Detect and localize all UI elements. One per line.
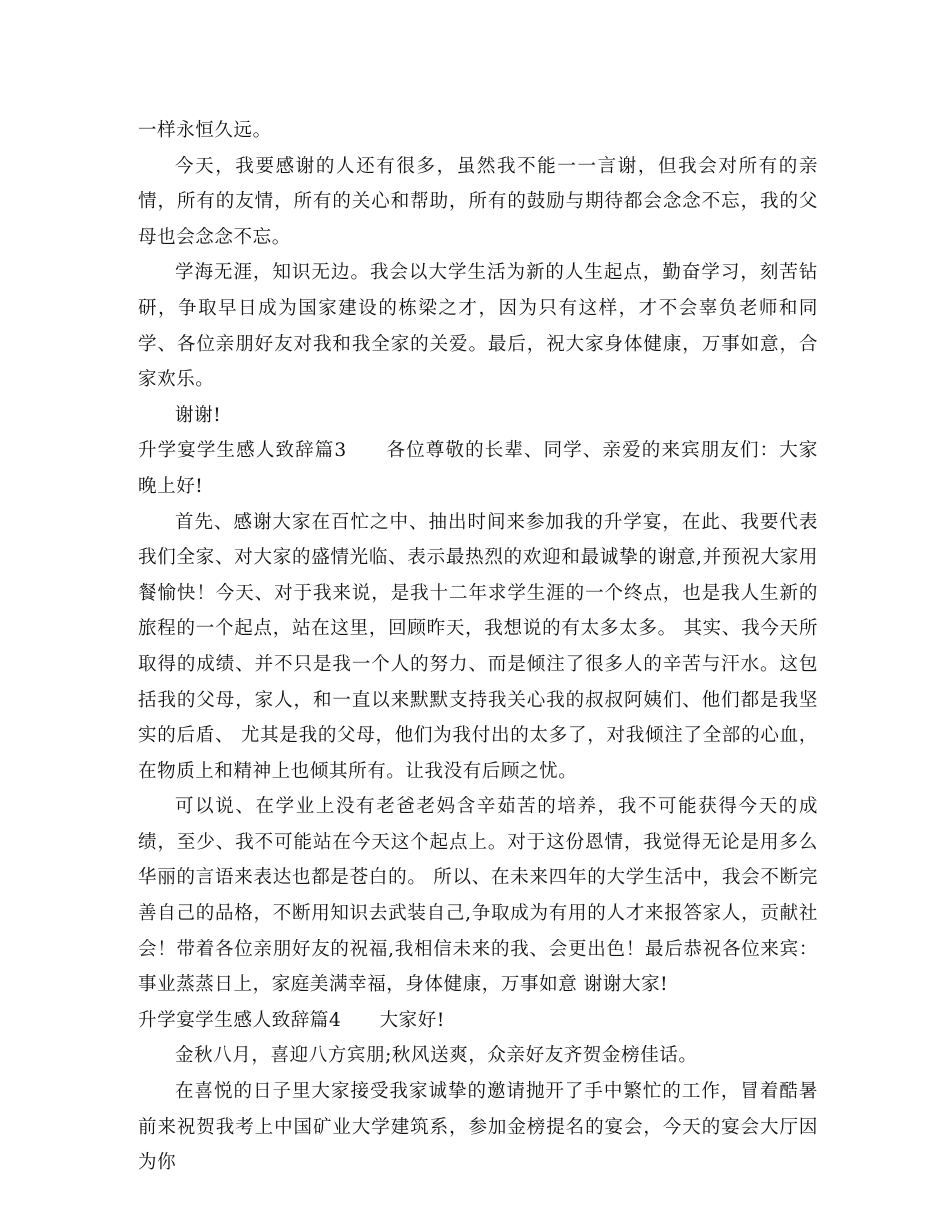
paragraph-thanks-many: 今天，我要感谢的人还有很多，虽然我不能一一言谢，但我会对所有的亲情，所有的友情，所有的关心和帮助，所有的鼓励与期待都会念念不忘，我的父母也会念念不忘。 bbox=[138, 155, 818, 248]
paragraph-autumn-greeting: 金秋八月，喜迎八方宾朋;秋风送爽，众亲好友齐贺金榜佳话。 bbox=[175, 1045, 698, 1067]
paragraph-closing-fragment: 一样永恒久远。 bbox=[138, 120, 272, 141]
document-body bbox=[138, 113, 818, 1181]
paragraph-banquet-invitation: 在喜悦的日子里大家接受我家诚挚的邀请抛开了手中繁忙的工作，冒着酷暑前来祝贺我考上中国矿业大学建筑系，参加金榜提名的宴会，今天的宴会大厅因为你 bbox=[138, 1081, 818, 1174]
paragraph-thank-you: 谢谢! bbox=[175, 404, 222, 426]
section-heading-3: 升学宴学生感人致辞篇3 各位尊敬的长辈、同学、亲爱的来宾朋友们：大家晚上好! bbox=[138, 440, 818, 497]
paragraph-study-pledge: 学海无涯，知识无边。我会以大学生活为新的人生起点，勤奋学习，刻苦钻研，争取早日成为国家建设的栋梁之才，因为只有这样，才不会辜负老师和同学、各位亲朋好友对我和我全家的关爱。最后，祝大家身体健康，万事如意，合家欢乐。 bbox=[138, 262, 818, 391]
paragraph-gratitude-parents: 可以说、在学业上没有老爸老妈含辛茹苦的培养，我不可能获得今天的成绩，至少、我不可能站在今天这个起点上。对于这份恩情，我觉得无论是用多么华丽的言语来表达也都是苍白的。 所以、在未来四年的大学生活中，我会不断完善自己的品格，不断用知识去武装自己,争取成为有用的人才来报答家人，贡献社会！带着各位亲朋好友的祝福,我相信未来的我、会更出色！最后恭祝各位来宾： 事业蒸蒸日上，家庭美满幸福，身体健康，万事如意 谢谢大家! bbox=[138, 796, 818, 996]
paragraph-welcome-thanks: 首先、感谢大家在百忙之中、抽出时间来参加我的升学宴，在此、我要代表我们全家、对大家的盛情光临、表示最热烈的欢迎和最诚挚的谢意,并预祝大家用餐愉快！今天、对于我来说，是我十二年求学生涯的一个终点，也是我人生新的旅程的一个起点，站在这里，回顾昨天，我想说的有太多太多。 其实、我今天所取得的成绩、并不只是我一个人的努力、而是倾注了很多人的辛苦与汗水。这包括我的父母，家人，和一直以来默默支持我关心我的叔叔阿姨们、他们都是我坚实的后盾、 尤其是我的父母，他们为我付出的太多了，对我倾注了全部的心血，在物质上和精神上也倾其所有。让我没有后顾之忧。 bbox=[138, 511, 818, 782]
section-heading-4: 升学宴学生感人致辞篇4 大家好! bbox=[138, 1009, 445, 1031]
